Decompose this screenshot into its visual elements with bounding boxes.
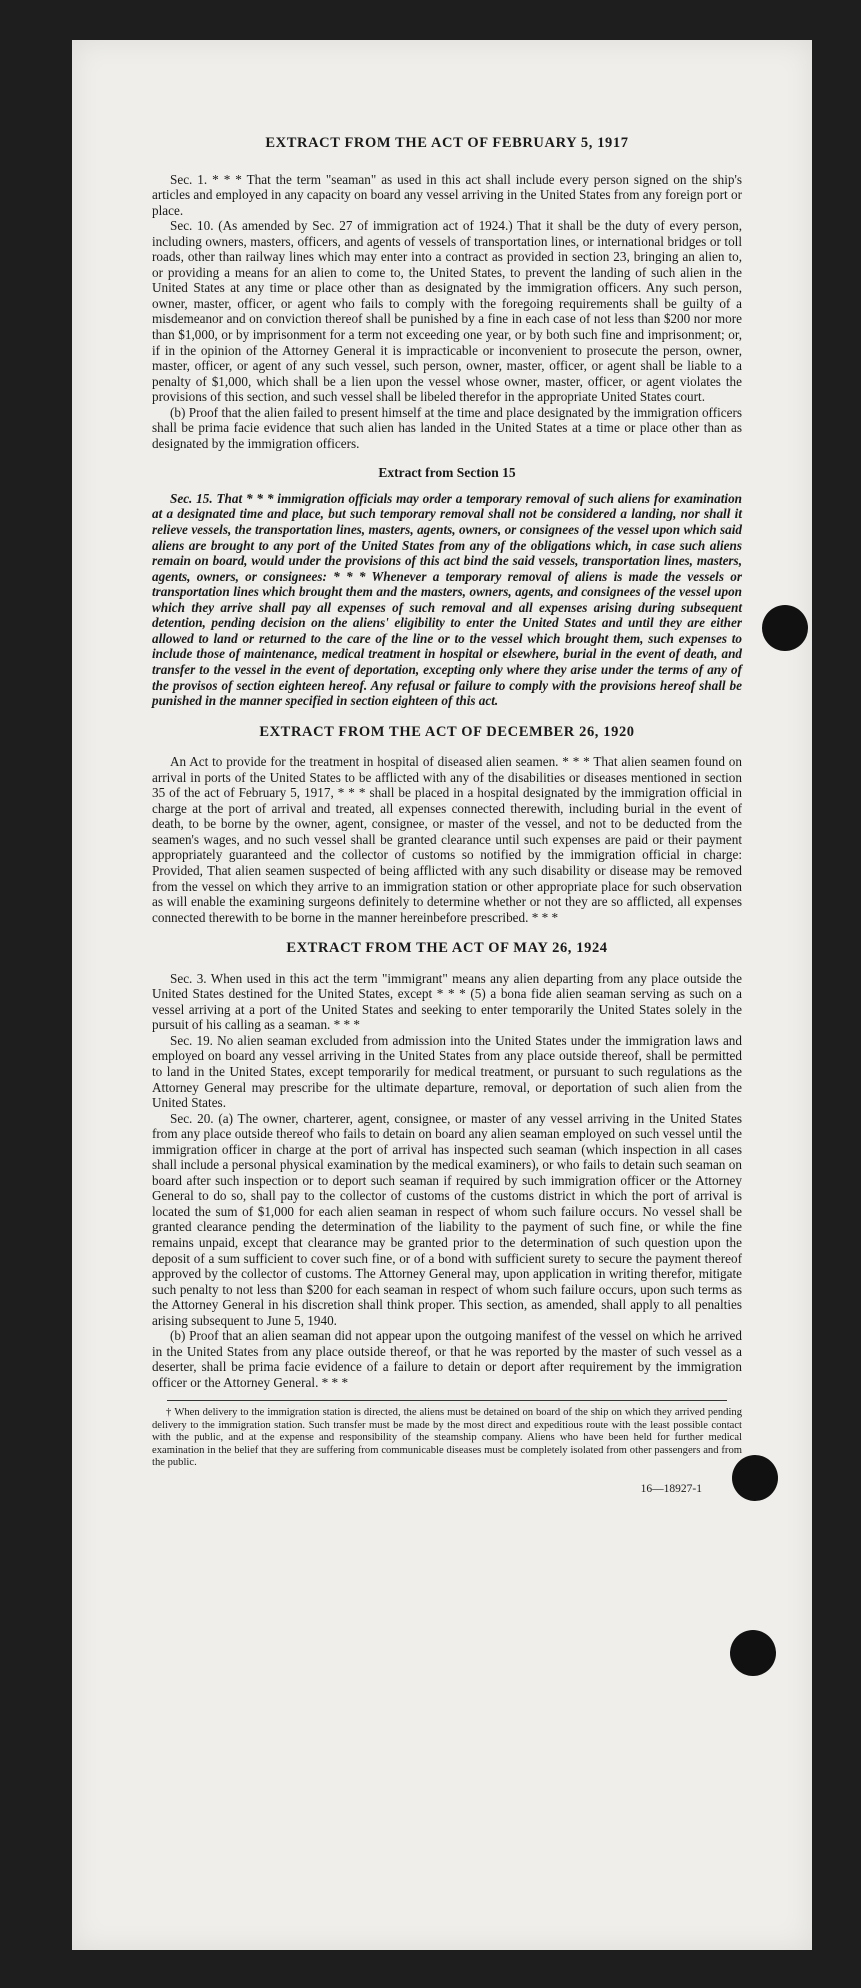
paragraph-sec-15: Sec. 15. That * * * immigration officials may order a temporary removal of such aliens for examination at a designated time and place, but such temporary removal shall not be considered a landing, nor shall it relieve vessels, the transportation lines, masters, agents, owners, or consignees of the vessel upon which said aliens are brought to any port of the United States from any of the obligations which, in case such aliens remain on board, would under the provisions of this act bind the said vessels, transportation lines, masters, agents, owners, or consignees: * * * Whenever a temporary removal of aliens is made the vessels or transportation lines which brought them and the masters, owners, agents, and consignees of the vessel upon which they arrive shall pay all expenses of such removal and all expenses arising during subsequent detention, pending decision on the aliens' eligibility to enter the United States and until they are either allowed to land or returned to the care of the line or to the vessel which brought them, such expenses to include those of maintenance, medical treatment in hospital or elsewhere, burial in the event of death, and transfer to the vessel in the event of deportation, excepting only where they arise under the terms of any of the provisos of section eighteen hereof. Any refusal or failure to comply with the provisions hereof shall be punished in the manner specified in section eighteen of this act. [152,490,742,709]
document-page [72,40,812,1950]
footnote-divider [167,1400,727,1401]
heading-act-1924: EXTRACT FROM THE ACT OF MAY 26, 1924 [286,940,608,957]
paragraph-sec-10: Sec. 10. (As amended by Sec. 27 of immigration act of 1924.) That it shall be the duty of every person, including owners, masters, officers, and agents of vessels of transportation lines, or international bridges or toll roads, other than railway lines which may enter into a contract as provided in section 23, bringing an alien to, or providing a means for an alien to come to, the United States, to prevent the landing of such alien in the United States at any time or place other than as designated by the immigration officers. Any such person, owner, master, officer, or agent who fails to comply with the foregoing requirements shall be guilty of a misdemeanor and on conviction thereof shall be punished by a fine in each case of not less than $200 nor more than $1,000, or by imprisonment for a term not exceeding one year, or by both such fine and imprisonment; or, if in the opinion of the Attorney General it is impracticable or inconvenient to prosecute the person, owner, master, officer, or agent of any such vessel, such person, owner, master, officer, or agent shall be liable to a penalty of $1,000, which shall be a lien upon the vessel whose owner, master, officer, or agent violates the provisions of this section, and such vessel shall be libeled therefor in the appropriate United States court. [152,218,742,405]
punch-hole-4 [730,1630,776,1676]
section-15-block [152,491,742,709]
paragraph-sec-20a: Sec. 20. (a) The owner, charterer, agent, consignee, or master of any vessel arriving in the United States from any place outside thereof who fails to detain on board any alien seaman employed on such vessel until the immigration officer in charge at the port of arrival has inspected such seaman (which inspection in all cases shall include a personal physical examination by the medical examiners), or who fails to detain such seaman on board after such inspection or to deport such seaman if required by such immigration officer or the Attorney General to do so, shall pay to the collector of customs of the customs district in which the port of arrival is located the sum of $1,000 for each alien seaman in respect of whom such failure occurs. No vessel shall be granted clearance pending the determination of the liability to the payment of such fine, or while the fine remains unpaid, except that clearance may be granted prior to the determination of such question upon the deposit of a sum sufficient to cover such fine, or of a bond with sufficient surety to secure the payment thereof approved by the collector of customs. The Attorney General may, upon application in writing therefor, mitigate such penalty to not less than $200 for each seaman in respect of whom such failure occurs, upon such terms as the Attorney General in his discretion shall think proper. This section, as amended, shall apply to all penalties arising subsequent to June 5, 1940. [152,1110,742,1328]
footnote [152,1407,742,1469]
paragraph-sec-20b: (b) Proof that an alien seaman did not appear upon the outgoing manifest of the vessel on which he arrived in the United States from any place outside thereof, or that he was reported by the master of such vessel as a deserter, shall be prima facie evidence of a failure to detain or deport after requirement by the immigration officer or the Attorney General. * * * [152,1328,742,1390]
heading-section-15: Extract from Section 15 [378,465,516,481]
document-body [152,136,742,1497]
paragraph-sec-3: Sec. 3. When used in this act the term "immigrant" means any alien departing from any place outside the United States destined for the United States, except * * * (5) a bona fide alien seaman serving as such on a vessel arriving at a port of the United States and seeking to enter temporarily the United States solely in the pursuit of his calling as a seaman. * * * [152,970,742,1033]
punch-hole-1 [762,605,808,651]
footnote-text: † When delivery to the immigration station is directed, the aliens must be detained on board of the ship on which they arrived pending delivery to the immigration station. Such transfer must be made by the most direct and expeditious route with the least possible contact with the public, and at the expense and responsibility of the steamship company. Aliens who have been held for further medical examination in the belief that they are suffering from communicable diseases must be completely isolated from other passengers and from the public. [152,1407,742,1469]
heading-act-1917: EXTRACT FROM THE ACT OF FEBRUARY 5, 1917 [265,135,629,151]
paragraph-sec-19: Sec. 19. No alien seaman excluded from admission into the United States under the immigration laws and employed on board any vessel arriving in the United States from any place outside thereof, shall be permitted to land in the United States, except temporarily for medical treatment, or pursuant to such regulations as the Attorney General may prescribe for the ultimate departure, removal, or deportation of such alien from the United States. [152,1032,742,1111]
paragraph-act-1920: An Act to provide for the treatment in hospital of diseased alien seamen. * * * That alien seamen found on arrival in ports of the United States to be afflicted with any of the disabilities or diseases mentioned in section 35 of the act of February 5, 1917, * * * shall be placed in a hospital designated by the immigration official in charge at the port of arrival and treated, all expenses connected therewith, including burial in the event of death, to be borne by the owner, agent, consignee, or master of the vessel, and not to be deducted from the seamen's wages, and no such vessel shall be granted clearance until such expenses are paid or their payment appropriately guaranteed and the collector of customs so notified by the immigration official in charge: Provided, That alien seamen suspected of being afflicted with any such disability or disease may be removed from the vessel on which they arrive to an immigration station or other appropriate place for such observation as will enable the examining surgeons definitely to determine whether or not they are so afflicted, all expenses connected therewith to be borne in the manner hereinbefore prescribed. * * * [152,754,742,925]
paragraph-sec-10b: (b) Proof that the alien failed to present himself at the time and place designated by the immigration officers shall be prima facie evidence that such alien has landed in the United States at a time or place other than as designated by the immigration officers. [152,404,742,451]
heading-act-1920: EXTRACT FROM THE ACT OF DECEMBER 26, 1920 [259,723,635,740]
paragraph-sec-1: Sec. 1. * * * That the term "seaman" as used in this act shall include every person signed on the ship's articles and employed in any capacity on board any vessel arriving in the United States from any foreign port or place. [152,171,742,218]
form-number: 16—18927-1 [640,1482,702,1495]
